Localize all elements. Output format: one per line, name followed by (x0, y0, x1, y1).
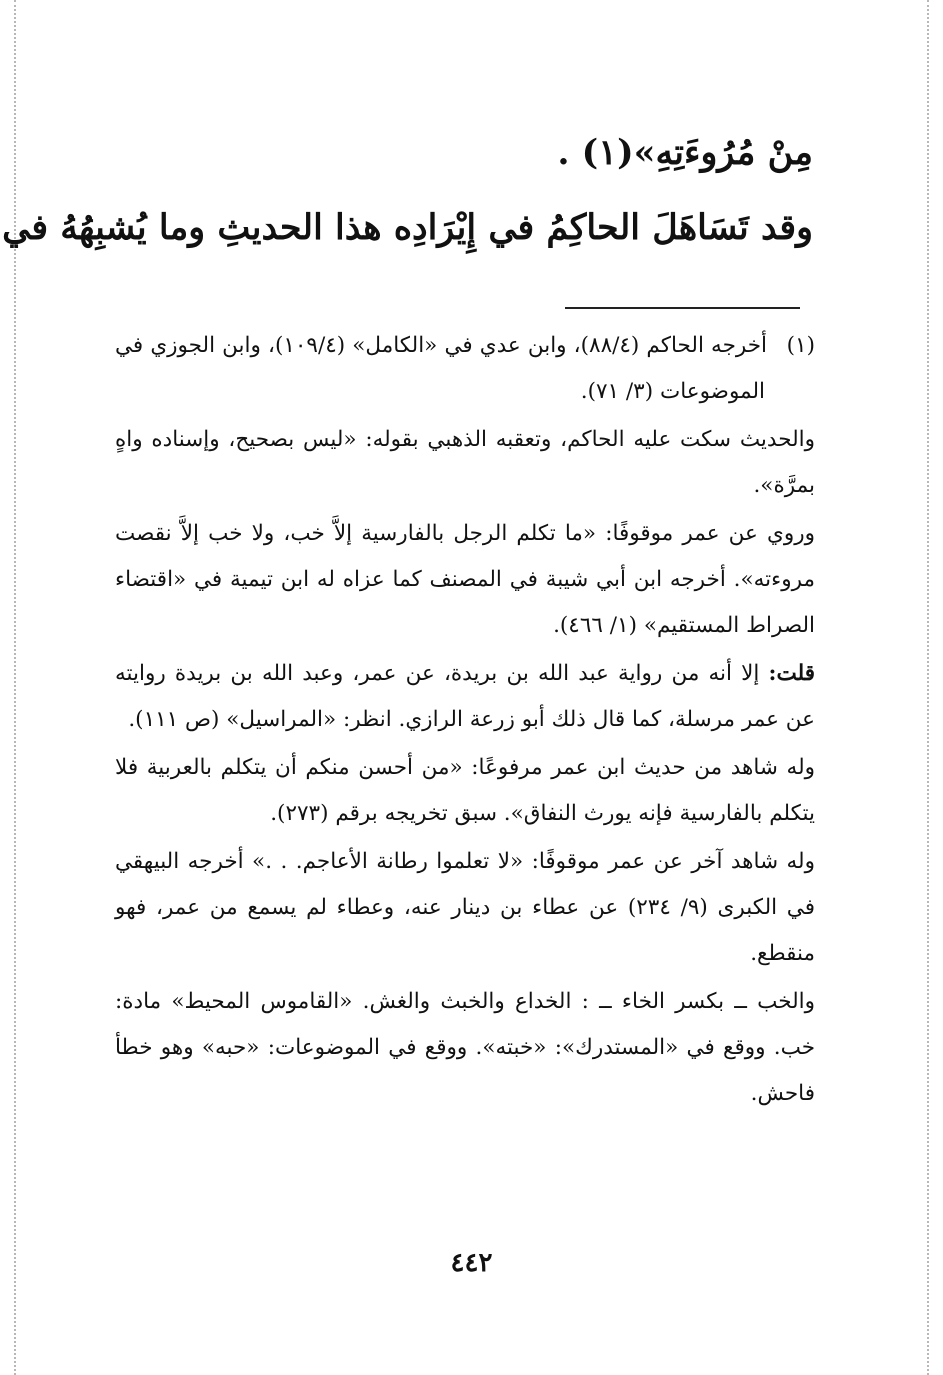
footnote-text-4: إلا أنه من رواية عبد الله بن بريدة، عن عمر، وعبد الله بن بريدة روايته عن عمر مرسلة، كما قال ذلك أبو زرعة الرازي. انظر: «المراسيل» (ص ١١١). (115, 661, 815, 732)
main-text-line-1: مِنْ مُرُوءَتِهِ»(١) . (557, 132, 813, 173)
footnotes (115, 323, 815, 1119)
scan-edge-right (927, 0, 929, 1375)
footnote-paragraph-5: وله شاهد من حديث ابن عمر مرفوعًا: «من أحسن منكم أن يتكلم بالعربية فلا يتكلم بالفارسية فإنه يورث النفاق». سبق تخريجه برقم (٢٧٣). (115, 755, 815, 826)
footnote-paragraph-1 (115, 323, 815, 415)
footnote-marker: (١) (786, 333, 815, 358)
footnote-paragraph-4 (115, 651, 815, 743)
footnote-paragraph-7: والخب ــ بكسر الخاء ــ : الخداع والخبث والغش. «القاموس المحيط» مادة: خب. ووقع في «المستدرك»: «خبته». ووقع في الموضوعات: «حبه» وهو خطأ فاحش. (115, 989, 815, 1106)
footnote-paragraph-3: وروي عن عمر موقوفًا: «ما تكلم الرجل بالفارسية إلاَّ خب، ولا خب إلاَّ نقصت مروءته». أخرجه ابن أبي شيبة في المصنف كما عزاه له ابن تيمية في «اقتضاء الصراط المستقيم» (١/ ٤٦٦). (115, 521, 815, 638)
footnote-paragraph-2: والحديث سكت عليه الحاكم، وتعقبه الذهبي بقوله: «ليس بصحيح، وإسناده واهٍ بمرَّة». (115, 427, 815, 498)
note-label: قلت: (768, 661, 815, 686)
main-text-line-2: وقد تَسَاهَلَ الحاكِمُ في إِيْرَادِه هذا الحديثِ وما يُشبِهُهُ في (2, 207, 813, 248)
footnote-text-1: أخرجه الحاكم (٨٨/٤)، وابن عدي في «الكامل» (١٠٩/٤)، وابن الجوزي في الموضوعات (٣/ ٧١). (115, 333, 767, 404)
footnote-paragraph-6: وله شاهد آخر عن عمر موقوفًا: «لا تعلموا رطانة الأعاجم. . .» أخرجه البيهقي في الكبرى (٩/ ٢٣٤) عن عطاء بن دينار عنه، وعطاء لم يسمع من عمر، فهو منقطع. (115, 849, 815, 966)
page-number: ٤٤٢ (450, 1248, 493, 1278)
footnote-separator (565, 307, 800, 309)
